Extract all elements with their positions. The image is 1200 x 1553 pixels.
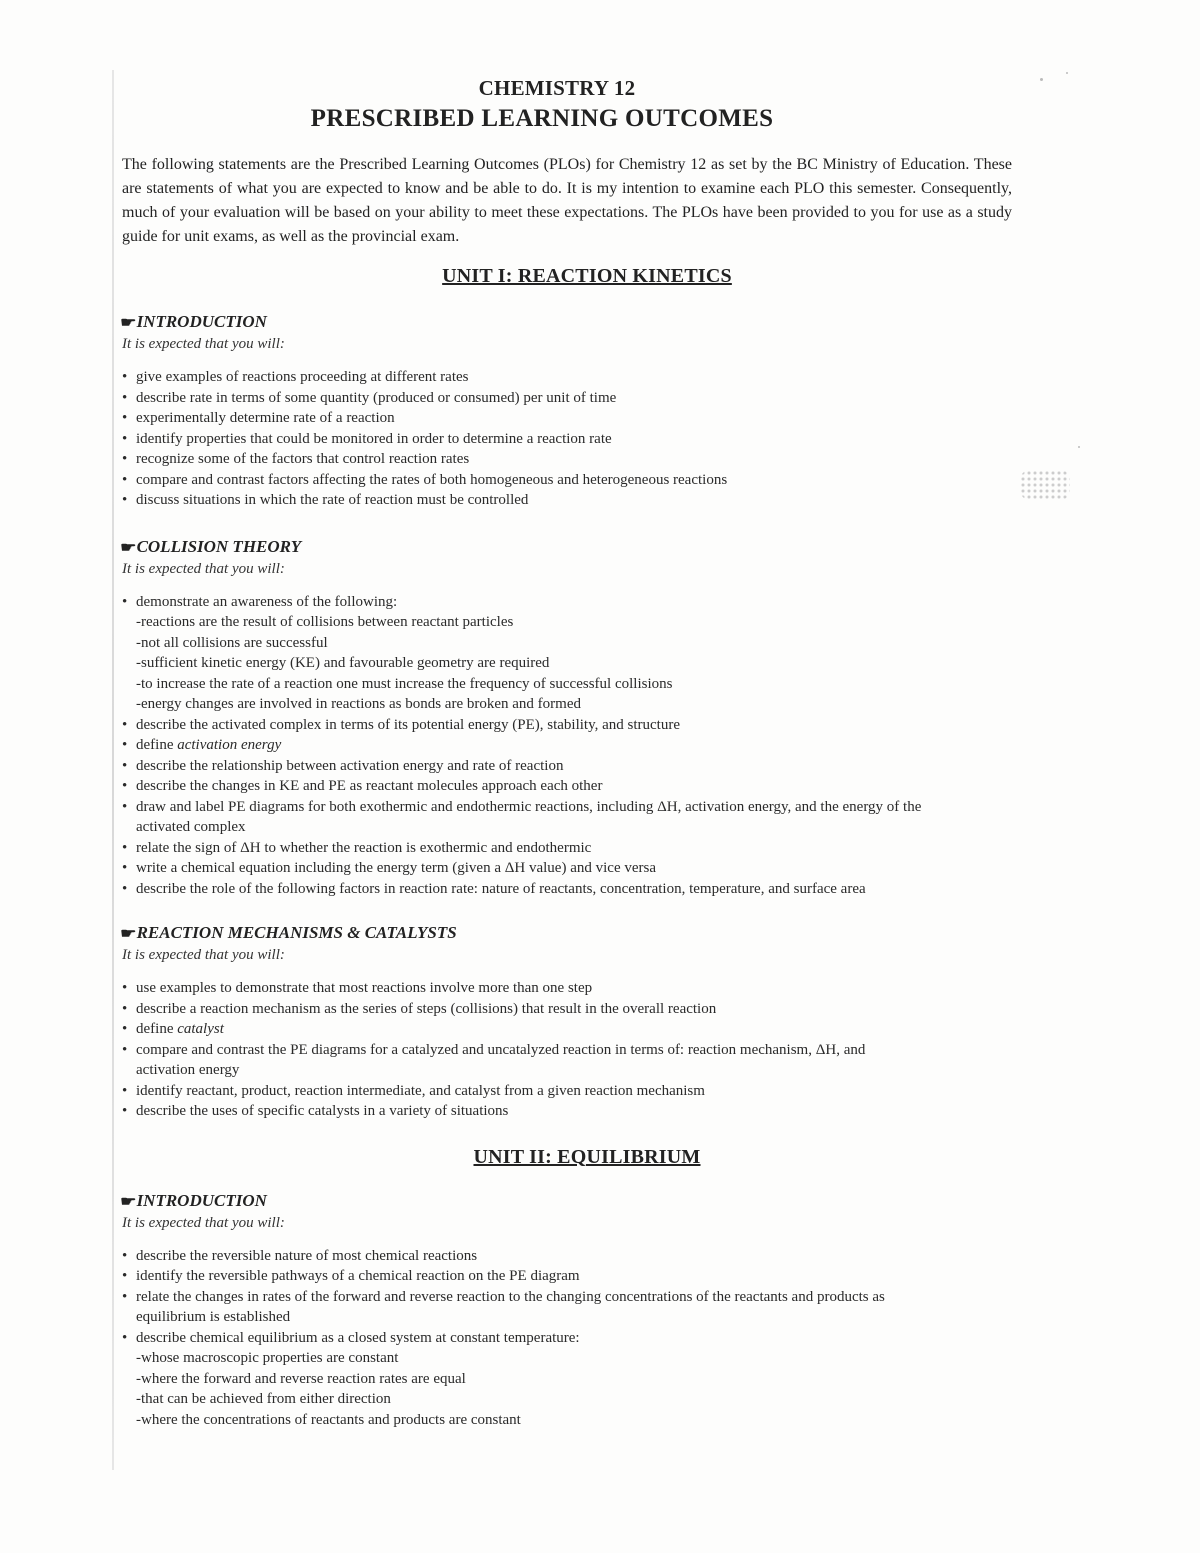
bullet-icon: • [122, 471, 128, 488]
bullet-icon: • [122, 1041, 128, 1058]
section-heading-text: COLLISION THEORY [136, 536, 302, 556]
sub-list-item: -sufficient kinetic energy (KE) and favourable geometry are required [136, 655, 550, 671]
section-kinetics-introduction [122, 312, 922, 511]
list-item: • relate the sign of ΔH to whether the reaction is exothermic and endothermic [122, 838, 922, 859]
section-heading-text: INTRODUCTION [136, 312, 267, 331]
list-item: • draw and label PE diagrams for both exothermic and endothermic reactions, including ΔH, activation energy, and the energy of the activated complex [122, 798, 922, 835]
list-item: • compare and contrast factors affecting the rates of both homogeneous and heterogeneous reactions [122, 470, 922, 491]
bullet-icon: • [122, 1103, 128, 1119]
list-item: • describe rate in terms of some quantity (produced or consumed) per unit of time [122, 388, 922, 409]
bullet-icon: • [122, 451, 128, 467]
list-item: • define catalyst [122, 1019, 922, 1040]
page-edge-shadow [112, 70, 114, 1470]
sub-list-item: -to increase the rate of a reaction one must increase the frequency of successful collisions [136, 675, 673, 692]
list-item: • experimentally determine rate of a reaction [122, 408, 922, 429]
list-item: • identify reactant, product, reaction intermediate, and catalyst from a given reaction mechanism [122, 1081, 922, 1102]
bullet-icon: • [122, 389, 128, 406]
bullet-icon: • [122, 369, 128, 385]
scan-speck [1066, 72, 1068, 74]
bullet-icon: • [122, 430, 128, 447]
section-heading [122, 1191, 922, 1213]
document-body [120, 76, 1012, 1430]
unit-1-heading: UNIT I: REACTION KINETICS [442, 265, 732, 287]
sub-list-item: -energy changes are involved in reactions as bonds are broken and formed [136, 696, 581, 712]
section-reaction-mechanisms [122, 923, 922, 1122]
sub-list-item: -not all collisions are successful [136, 634, 328, 651]
outcome-list [122, 367, 922, 511]
section-equilibrium-introduction [122, 1191, 922, 1431]
sub-list-item: -that can be achieved from either direction [136, 1391, 391, 1407]
list-item: • describe the role of the following factors in reaction rate: nature of reactants, concentration, temperature, and surface area [122, 879, 922, 900]
section-heading-text: INTRODUCTION [136, 1190, 267, 1210]
bullet-icon: • [122, 860, 128, 876]
list-item: • give examples of reactions proceeding at different rates [122, 367, 922, 388]
bullet-icon: • [122, 980, 128, 996]
intro-paragraph: The following statements are the Prescribed Learning Outcomes (PLOs) for Chemistry 12 as set by the BC Ministry of Education. These are statements of what you are expected to know and be able to do. It is my intention to examine each PLO this semester. Consequently, much of your evaluation will be based on your ability to meet these expectations. The PLOs have been provided to you for use as a study guide for unit exams, as well as the provincial exam. [122, 156, 1012, 245]
bullet-icon: • [122, 737, 128, 753]
list-item: • relate the changes in rates of the forward and reverse reaction to the changing concentrations of the reactants and products as equilibrium is established [122, 1288, 885, 1325]
outcome-list [122, 978, 922, 1122]
list-item: • compare and contrast the PE diagrams for a catalyzed and uncatalyzed reaction in terms of: reaction mechanism, ΔH, and activation energy [122, 1041, 866, 1078]
sub-list-item: -whose macroscopic properties are constant [136, 1350, 399, 1366]
bullet-icon: • [122, 798, 128, 815]
section-subhead: It is expected that you will: [122, 947, 285, 963]
section-heading-text: REACTION MECHANISMS & CATALYSTS [136, 923, 457, 942]
bullet-icon: • [122, 1329, 128, 1346]
sub-list [136, 1348, 922, 1430]
scan-speck [1020, 470, 1070, 500]
list-item: • describe a reaction mechanism as the series of steps (collisions) that result in the overall reaction [122, 999, 922, 1020]
list-item: • describe the uses of specific catalysts in a variety of situations [122, 1101, 922, 1122]
outcome-list [122, 592, 922, 900]
list-item: • recognize some of the factors that control reaction rates [122, 449, 922, 470]
bullet-icon: • [122, 1021, 128, 1037]
pointing-hand-icon: ☛ [120, 540, 137, 556]
list-item: • identify properties that could be monitored in order to determine a reaction rate [122, 429, 922, 450]
section-heading [122, 312, 922, 334]
list-item: • write a chemical equation including the energy term (given a ΔH value) and vice versa [122, 858, 922, 879]
list-item: • describe the changes in KE and PE as reactant molecules approach each other [122, 776, 922, 797]
section-subhead: It is expected that you will: [122, 1214, 285, 1231]
unit-2-heading: UNIT II: EQUILIBRIUM [473, 1145, 701, 1168]
list-item: • demonstrate an awareness of the following: -reactions are the result of collisions between reactant particles -not all collisions are successful -sufficient kinetic energy (KE) and favourable geometry are required -to increase the rate of a reaction one must increase the frequency of successful collisions -energy changes are involved in reactions as bonds are broken and formed [122, 592, 922, 715]
document-subtitle: PRESCRIBED LEARNING OUTCOMES [310, 105, 774, 132]
section-heading [122, 923, 922, 945]
sub-list-item: -where the forward and reverse reaction rates are equal [136, 1370, 466, 1387]
list-item: • describe the relationship between activation energy and rate of reaction [122, 756, 922, 777]
list-item: • discuss situations in which the rate of reaction must be controlled [122, 490, 922, 511]
bullet-icon: • [122, 1288, 128, 1305]
bullet-icon: • [122, 880, 128, 897]
bullet-icon: • [122, 778, 128, 794]
document-title: CHEMISTRY 12 [478, 76, 636, 100]
section-heading [122, 537, 922, 559]
pointing-hand-icon: ☛ [120, 927, 137, 942]
bullet-icon: • [122, 410, 128, 426]
bullet-icon: • [122, 593, 128, 610]
emphasized-term: activation energy [177, 737, 282, 753]
bullet-icon: • [122, 492, 128, 508]
section-subhead: It is expected that you will: [122, 560, 285, 577]
list-item: • describe the reversible nature of most chemical reactions [122, 1246, 922, 1267]
section-collision-theory [122, 537, 922, 900]
list-item: • identify the reversible pathways of a chemical reaction on the PE diagram [122, 1266, 922, 1287]
sub-list [136, 612, 922, 715]
pointing-hand-icon: ☛ [120, 1194, 137, 1210]
bullet-icon: • [122, 716, 128, 733]
sub-list-item: -reactions are the result of collisions between reactant particles [136, 614, 514, 630]
bullet-icon: • [122, 1000, 128, 1017]
emphasized-term: catalyst [177, 1021, 224, 1037]
list-item: • describe chemical equilibrium as a closed system at constant temperature: -whose macroscopic properties are constant -where the forward and reverse reaction rates are equal -that can be achieved from either direction -where the concentrations of reactants and products are constant [122, 1328, 922, 1431]
pointing-hand-icon: ☛ [120, 316, 137, 331]
list-item: • use examples to demonstrate that most reactions involve more than one step [122, 978, 922, 999]
bullet-icon: • [122, 1247, 128, 1264]
bullet-icon: • [122, 1268, 128, 1284]
sub-list-item: -where the concentrations of reactants and products are constant [136, 1411, 521, 1428]
list-item: • define activation energy [122, 735, 922, 756]
bullet-icon: • [122, 1082, 128, 1099]
outcome-list [122, 1246, 922, 1431]
scan-speck [1078, 446, 1080, 448]
bullet-icon: • [122, 757, 128, 774]
list-item: • describe the activated complex in terms of its potential energy (PE), stability, and structure [122, 715, 922, 736]
bullet-icon: • [122, 839, 128, 856]
scan-speck [1040, 78, 1043, 81]
section-subhead: It is expected that you will: [122, 336, 285, 352]
